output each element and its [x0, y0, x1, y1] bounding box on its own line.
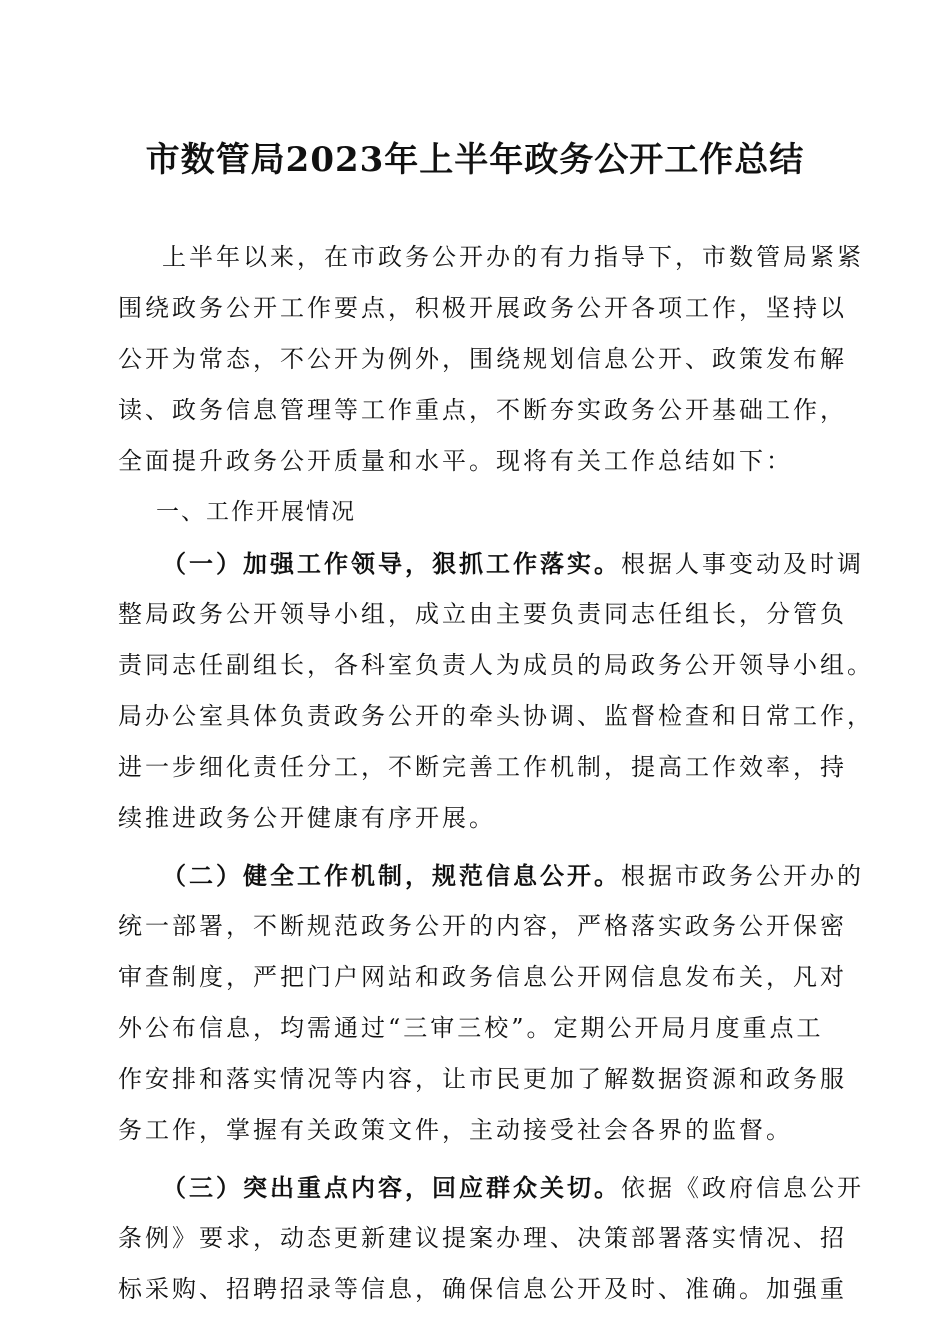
paragraph-3 — [118, 1162, 864, 1315]
paragraph-line: 续推进政务公开健康有序开展。 — [118, 804, 496, 832]
paragraph-line: 审查制度，严把门户网站和政务信息公开网信息发布关，凡对 — [118, 963, 847, 991]
paragraph-line: 条例》要求，动态更新建议提案办理、决策部署落实情况、招 — [118, 1224, 847, 1252]
paragraph-first-line — [118, 538, 864, 589]
paragraph-line: 作安排和落实情况等内容，让市民更加了解数据资源和政务服 — [118, 1065, 847, 1093]
paragraph-first-rest: 根据人事变动及时调 — [621, 550, 864, 578]
paragraph-2 — [118, 850, 864, 1156]
section-heading: 一、工作开展情况 — [156, 499, 356, 525]
intro-line: 读、政务信息管理等工作重点，不断夯实政务公开基础工作， — [118, 396, 847, 424]
intro-line: 公开为常态，不公开为例外，围绕规划信息公开、政策发布解 — [118, 345, 847, 373]
paragraph-line: 局办公室具体负责政务公开的牵头协调、监督检查和日常工作， — [118, 702, 874, 730]
paragraph-lead: （一）加强工作领导，狠抓工作落实。 — [162, 549, 621, 578]
paragraph-line: 标采购、招聘招录等信息，确保信息公开及时、准确。加强重 — [118, 1275, 847, 1303]
document-body — [118, 232, 874, 1315]
paragraph-lead: （二）健全工作机制，规范信息公开。 — [162, 861, 621, 890]
paragraph-first-rest: 根据市政务公开办的 — [621, 862, 864, 890]
paragraph-line: 外公布信息，均需通过“三审三校”。定期公开局月度重点工 — [118, 1014, 824, 1042]
document-title: 市数管局2023年上半年政务公开工作总结 — [145, 140, 805, 180]
paragraph-line: 务工作，掌握有关政策文件，主动接受社会各界的监督。 — [118, 1116, 793, 1144]
paragraph-first-rest: 依据《政府信息公开 — [621, 1174, 864, 1202]
paragraph-1 — [118, 538, 874, 844]
paragraph-line: 责同志任副组长，各科室负责人为成员的局政务公开领导小组。 — [118, 651, 874, 679]
paragraph-first-line — [118, 850, 864, 901]
paragraph-line: 进一步细化责任分工，不断完善工作机制，提高工作效率，持 — [118, 753, 847, 781]
intro-line: 上半年以来，在市政务公开办的有力指导下，市数管局紧紧 — [162, 243, 864, 271]
paragraph-line: 整局政务公开领导小组，成立由主要负责同志任组长，分管负 — [118, 600, 847, 628]
paragraph-line: 统一部署，不断规范政务公开的内容，严格落实政务公开保密 — [118, 912, 847, 940]
paragraph-first-line — [118, 1162, 864, 1213]
intro-paragraph — [118, 232, 864, 487]
intro-line: 围绕政务公开工作要点，积极开展政务公开各项工作，坚持以 — [118, 294, 847, 322]
intro-line: 全面提升政务公开质量和水平。现将有关工作总结如下： — [118, 447, 793, 475]
paragraph-lead: （三）突出重点内容，回应群众关切。 — [162, 1173, 621, 1202]
